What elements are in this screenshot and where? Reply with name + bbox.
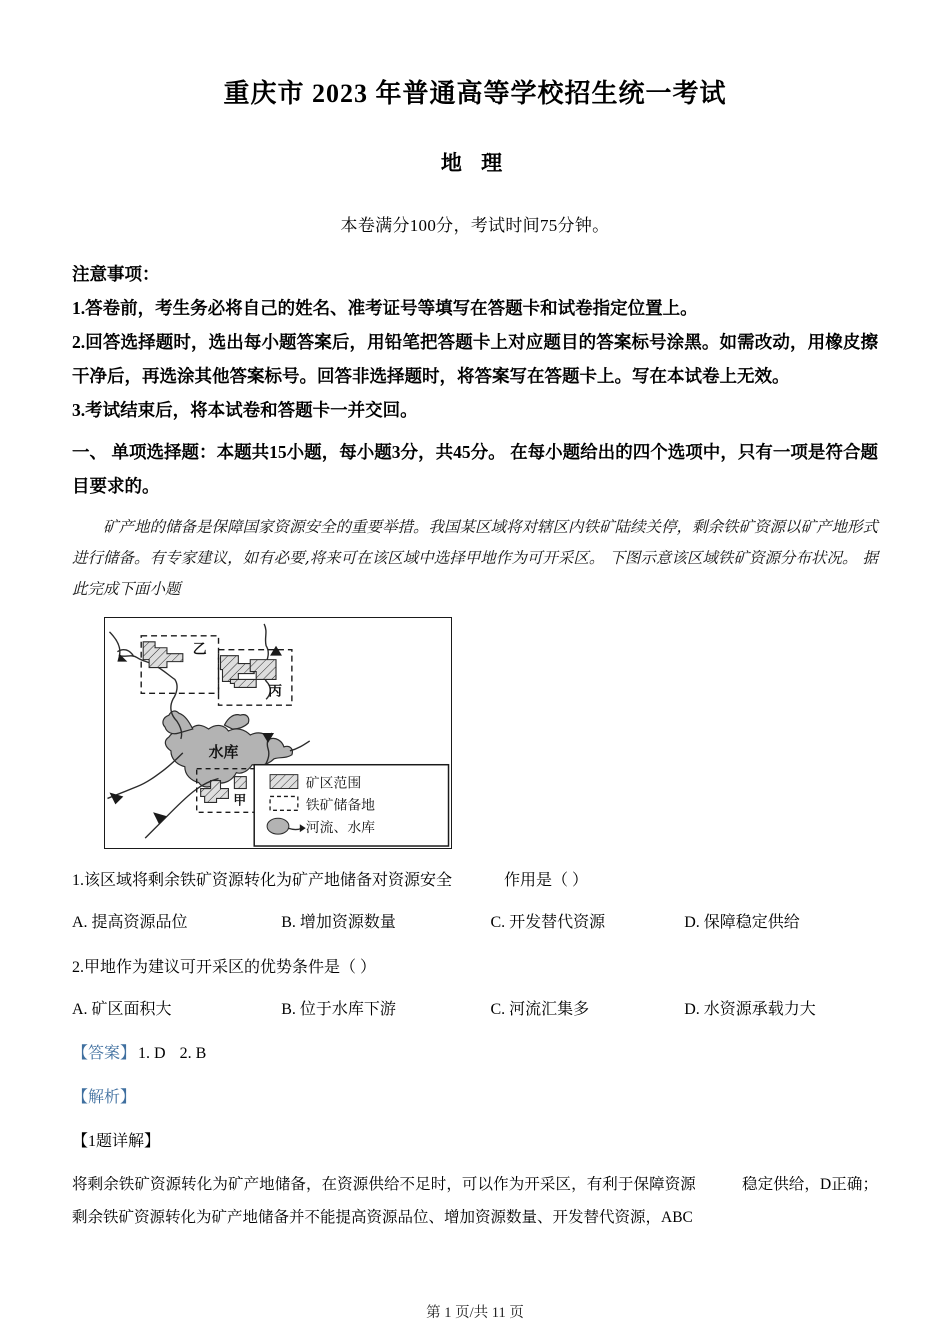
subject-title: 地 理 — [440, 150, 510, 175]
reserve-area-bing — [219, 649, 292, 705]
area-label-yi: 乙 — [192, 640, 207, 657]
page-footer — [0, 1301, 950, 1322]
question-1-option-d[interactable]: D. 保障稳定供给 — [684, 913, 800, 931]
question-1-option-a[interactable]: A. 提高资源品位 — [72, 913, 188, 931]
question-1-options — [72, 895, 878, 936]
section-heading: 一、 单项选择题：本题共15小题，每小题3分，共45分。 在每小题给出的四个选项中，只有一项是符合题目要求的。 — [72, 442, 878, 497]
question-1-option-c[interactable]: C. 开发替代资源 — [490, 913, 606, 931]
score-time-line: 本卷满分100分，考试时间75分钟。 — [340, 215, 610, 235]
answer-value-1: 1. D — [138, 1044, 166, 1062]
answer-line — [72, 1023, 878, 1067]
figure-container — [72, 605, 878, 849]
notice-item-2: 2.回答选择题时，选出每小题答案后，用铅笔把答题卡上对应题目的答案标号涂黑。如需改动，用橡皮擦干净后，再选涂其他答案标号。回答非选择题时，将答案写在答题卡上。写在本试卷上无效。 — [72, 331, 878, 386]
question-1-stem — [72, 849, 878, 895]
map-legend — [254, 764, 448, 845]
passage-text: 矿产地的储备是保障国家资源安全的重要举措。我国某区域将对辖区内铁矿陆续关停，剩余铁矿资源以矿产地形式进行储备。有专家建议，如有必要,将来可在该区域中选择甲地作为可开采区。 下图示意该区域铁矿资源分布状况。 据此完成下面小题 — [72, 517, 879, 598]
question-2-option-d[interactable]: D. 水资源承载力大 — [684, 1000, 816, 1018]
page-number-label: 第 1 页/共 11 页 — [426, 1305, 524, 1321]
analysis-tag: 【解析】 — [72, 1089, 137, 1107]
question-2-option-b[interactable]: B. 位于水库下游 — [281, 1000, 396, 1018]
answer-value-2: 2. B — [179, 1044, 207, 1062]
detail-heading-1: 【1题详解】 — [72, 1133, 161, 1151]
area-label-jia: 甲 — [233, 791, 247, 807]
question-2-option-c[interactable]: C. 河流汇集多 — [490, 1000, 590, 1018]
question-2-number: 2. — [72, 958, 84, 976]
mineral-distribution-map — [105, 618, 451, 848]
question-2-text: 甲地作为建议可开采区的优势条件是（ ） — [84, 958, 377, 976]
question-1-text-before: 该区域将剩余铁矿资源转化为矿产地储备对资源安全 — [84, 871, 453, 889]
legend-label-mine-area: 矿区范围 — [305, 774, 362, 791]
reservoir-label: 水库 — [208, 744, 239, 761]
detail-text-part-3: 给，D正确；剩余铁矿资源转化为矿产地储备并不能提高资源品位、增加资源数量、开发替代资源，ABC — [72, 1176, 878, 1226]
question-2-options — [72, 982, 878, 1023]
question-2-stem — [72, 936, 878, 982]
answer-tag: 【答案】 — [72, 1044, 137, 1062]
question-1-number: 1. — [72, 871, 84, 889]
page-title: 重庆市 2023 年普通高等学校招生统一考试 — [223, 79, 727, 108]
notice-heading: 注意事项： — [72, 263, 160, 284]
map-figure — [104, 617, 452, 849]
question-1-option-b[interactable]: B. 增加资源数量 — [281, 913, 396, 931]
question-2-option-a[interactable]: A. 矿区面积大 — [72, 1000, 172, 1018]
area-label-bing: 丙 — [268, 681, 282, 698]
detail-text-part-2: 稳定供 — [741, 1176, 789, 1194]
question-1-text-after: 作用是（ ） — [504, 871, 589, 889]
notice-item-3: 3.考试结束后，将本试卷和答题卡一并交回。 — [72, 400, 418, 421]
reserve-area-yi — [141, 635, 218, 693]
legend-label-river-reservoir: 河流、水库 — [305, 818, 376, 835]
detail-text-part-1: 将剩余铁矿资源转化为矿产地储备，在资源供给不足时，可以作为开采区，有利于保障资源 — [72, 1176, 696, 1194]
analysis-line — [72, 1067, 878, 1111]
legend-label-reserve-area: 铁矿储备地 — [305, 795, 376, 812]
detail-body-1 — [72, 1155, 878, 1234]
notice-item-1: 1.答卷前，考生务必将自己的姓名、准考证号等填写在答题卡和试卷指定位置上。 — [72, 297, 698, 318]
legend-swatch-mine-area — [270, 774, 298, 788]
